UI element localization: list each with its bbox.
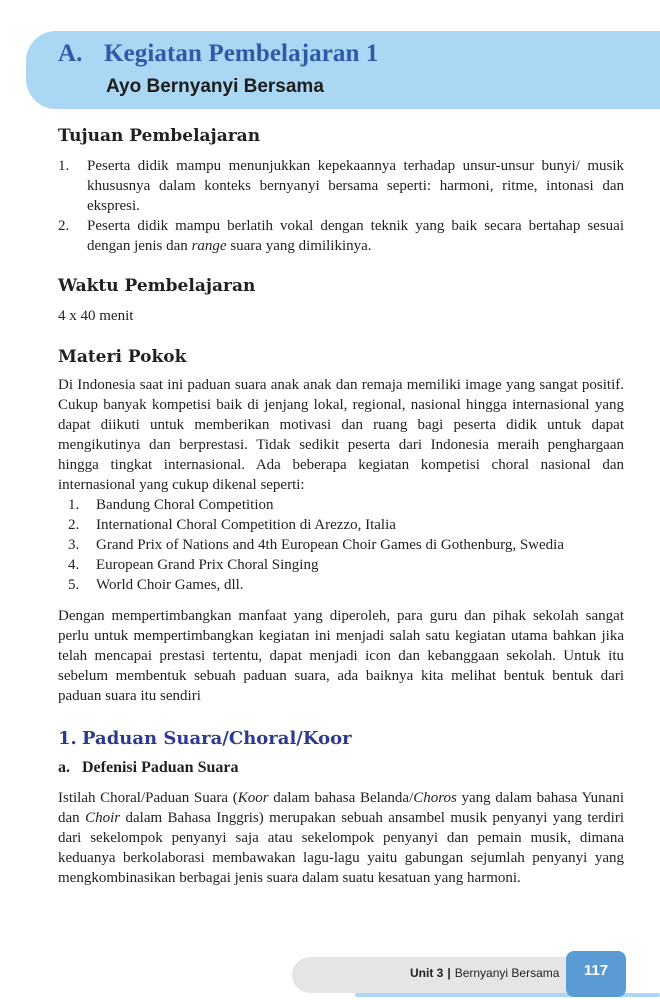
subsection-number: a.	[58, 759, 70, 776]
competitions-list	[58, 495, 624, 595]
definition-text: Istilah Choral/Paduan Suara (	[58, 790, 238, 806]
objective-text: Peserta didik mampu menunjukkan kepekaannya terhadap unsur-unsur bunyi/ musik khususnya dalam konteks bernyanyi bersama seperti: harmoni, ritme, intonasi dan ekspresi.	[87, 158, 624, 214]
objectives-list	[58, 156, 624, 256]
section-number: 1.	[58, 728, 77, 749]
competition-text: World Choir Games, dll.	[96, 577, 244, 593]
waktu-heading: Waktu Pembelajaran	[58, 276, 256, 296]
running-footer	[410, 966, 559, 980]
definition-paragraph	[58, 788, 624, 888]
tujuan-heading: Tujuan Pembelajaran	[58, 126, 261, 146]
footer-unit: Unit 3	[410, 966, 444, 980]
definition-text: yang dalam bahasa Yunani dan	[58, 790, 625, 826]
definition-text: dalam bahasa Belanda/	[268, 790, 414, 806]
definition-italic: Choros	[413, 790, 457, 806]
competition-number: 5.	[68, 577, 80, 593]
competition-number: 1.	[68, 497, 80, 513]
competition-text: European Grand Prix Choral Singing	[96, 557, 319, 573]
objective-number: 2.	[58, 218, 70, 234]
competition-text: Bandung Choral Competition	[96, 497, 274, 513]
competition-text: Grand Prix of Nations and 4th European Choir Games di Gothenburg, Swedia	[96, 537, 564, 553]
footer-unit-title: Bernyanyi Bersama	[454, 966, 560, 980]
competition-item	[58, 555, 624, 575]
competition-item	[58, 535, 624, 555]
competition-number: 4.	[68, 557, 80, 573]
section-title-text: Paduan Suara/Choral/Koor	[82, 728, 352, 749]
objective-item	[58, 216, 624, 256]
objective-number: 1.	[58, 158, 70, 174]
page-number: 117	[583, 962, 609, 979]
competition-text: International Choral Competition di Arezzo, Italia	[96, 517, 396, 533]
chapter-number: A.	[58, 40, 83, 67]
definition-italic: Koor	[237, 790, 269, 806]
footer-separator: |	[447, 966, 451, 980]
page-content	[58, 124, 624, 888]
competition-number: 2.	[68, 517, 80, 533]
definition-italic: Choir	[85, 810, 121, 826]
competition-item	[58, 495, 624, 515]
materi-intro: Di Indonesia saat ini paduan suara anak anak dan remaja memiliki image yang sangat positif. Cukup banyak kompetisi baik di jenjang lokal, regional, nasional hingga internasional yang dapat diikuti untuk memberikan motivasi dan ruang bagi peserta didik untuk dapat mengikutinya dan berprestasi. Tidak sedikit peserta dari Indonesia meraih penghargaan hingga tingkat internasional. Ada beberapa kegiatan kompetisi choral nasional dan internasional yang cukup dikenal seperti:	[58, 377, 624, 493]
objective-item	[58, 156, 624, 216]
subsection-title	[58, 757, 624, 779]
competition-item	[58, 575, 624, 595]
definition-text: dalam Bahasa Inggris) merupakan sebuah ansambel musik penyanyi yang terdiri dari sekelompok penyanyi saja atau sekelompok penyanyi dan pemain musik, dimana keduanya berkolaborasi membawakan lagu-lagu yaitu gabungan sejumlah penyanyi yang mengkombinasikan berbagai jenis suara dalam suatu kesatuan yang harmoni.	[58, 810, 624, 886]
chapter-title-text: Kegiatan Pembelajaran 1	[104, 40, 379, 67]
section-title	[58, 727, 624, 751]
objective-text-italic: range	[191, 238, 227, 254]
materi-heading: Materi Pokok	[58, 347, 187, 367]
waktu-value: 4 x 40 menit	[58, 308, 134, 324]
materi-closing: Dengan mempertimbangkan manfaat yang diperoleh, para guru dan pihak sekolah sangat perlu untuk mempertimbangkan kegiatan ini menjadi salah satu kegiatan utama bahkan jika telah mencapai prestasi tertentu, dapat menjadi icon dan kebanggaan sekolah. Untuk itu sebelum membentuk sebuah paduan suara, ada baiknya kita melihat bentuk bentuk dari paduan suara itu sendiri	[58, 608, 624, 704]
objective-text: suara yang dimilikinya.	[226, 238, 372, 254]
subsection-title-text: Defenisi Paduan Suara	[82, 759, 239, 776]
chapter-title	[58, 40, 378, 68]
competition-number: 3.	[68, 537, 80, 553]
objective-text: Peserta didik mampu berlatih vokal dengan teknik yang baik secara bertahap sesuai dengan jenis dan	[87, 218, 624, 254]
competition-item	[58, 515, 624, 535]
chapter-subtitle: Ayo Bernyanyi Bersama	[106, 76, 324, 97]
